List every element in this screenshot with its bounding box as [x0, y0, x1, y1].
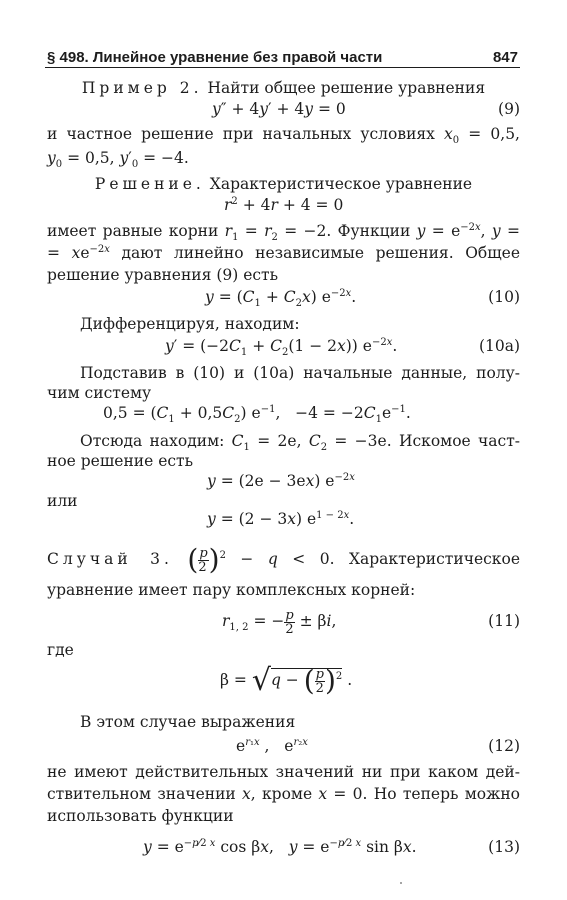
initial-conditions-line: и частное решение при начальных условиях $x_0 = 0,5$, — [47, 125, 520, 147]
equation-9-number: (9) — [498, 100, 520, 118]
expressions-line: В этом случае выражения — [80, 713, 296, 731]
where-line: где — [47, 641, 74, 659]
equation-13: $y = e^{-p⁄2 x}$ cos βx, $y = e^{-p⁄2 x}$ sin βx. — [143, 837, 417, 856]
found-line: Отсюда находим: $C_1 = 2e$, $C_2 = -3e$. Искомое част- — [80, 432, 521, 454]
particular-solution-2: y = (2 − 3x) $e^{1 - 2x}$. — [207, 509, 355, 528]
header-rule — [45, 67, 520, 68]
equation-9: y″ + 4y′ + 4y = 0 — [212, 100, 346, 118]
equation-13-number: (13) — [488, 838, 520, 856]
roots-line: имеет равные корни $r_1 = r_2 = -2$. Функции $y = e^{-2x}$, y = — [47, 221, 520, 244]
beta-equation: β = √q − ( $\frac{p}{2}$ )$^2$ . — [220, 663, 353, 698]
particular-solution: y = (2e − 3ex) $e^{-2x}$ — [207, 471, 355, 490]
equation-10a-number: (10a) — [478, 337, 520, 355]
system-line: чим систему — [47, 384, 152, 402]
real-values-line: не имеют действительных значений ни при каком дей- — [47, 763, 520, 781]
independent-line: = $xe^{-2x}$ дают линейно независимые решения. Общее — [47, 243, 520, 262]
equation-10-number: (10) — [488, 288, 520, 306]
substitute-line: Подставив в (10) и (10a) начальные данные, полу- — [80, 364, 520, 382]
page-number: 847 — [492, 49, 518, 66]
or-line: или — [47, 492, 78, 510]
equation-10: $y = (C_1 + C_2x)$ $e^{-2x}$. — [205, 287, 357, 310]
complex-roots-line: уравнение имеет пару комплексных корней: — [47, 581, 416, 599]
particular-line: ное решение есть — [47, 452, 194, 470]
functions-line: использовать функции — [47, 807, 234, 825]
real-values-line-2: ствительном значении x, кроме x = 0. Но теперь можно — [47, 785, 520, 803]
equation-10a: $y' = (-2C_1 + C_2(1 - 2x))$ $e^{-2x}$. — [165, 336, 398, 359]
equation-12-number: (12) — [488, 737, 520, 755]
case3-label: Случай 3. — [47, 550, 173, 568]
solution-line: Решение. Характеристическое уравнение — [94, 175, 473, 193]
example-label: Пример 2. — [81, 79, 203, 97]
equation-11-number: (11) — [488, 612, 520, 630]
system-equations: $0,5 = (C_1 + 0,5C_2)$ $e^{-1}$, $-4 = -2C_1e^{-1}$. — [103, 403, 411, 426]
speck — [400, 882, 402, 884]
example-text: Найти общее решение уравнения — [207, 79, 486, 97]
initial-conditions-line-2: $y_0 = 0,5$, $y'_0 = -4$. — [47, 149, 189, 171]
section-title: § 498. Линейное уравнение без правой части — [47, 49, 383, 66]
example-line — [47, 78, 520, 98]
general-line: решение уравнения (9) есть — [47, 266, 279, 284]
characteristic-equation: $r^2 + 4r + 4 = 0$ — [224, 195, 344, 214]
diff-line: Дифференцируя, находим: — [80, 315, 300, 333]
running-header — [47, 44, 518, 66]
solution-label: Решение. — [94, 175, 205, 193]
case3-line: Случай 3. ( $\frac{p}{2}$ )$^2$ − q < 0. Характеристическое — [47, 543, 520, 576]
equation-11: $r_{1, 2}$ = − $\frac{p}{2}$ ± βi, — [222, 607, 337, 637]
equation-12: $e^{r_1x}$ , $e^{r_2x}$ — [236, 736, 308, 755]
